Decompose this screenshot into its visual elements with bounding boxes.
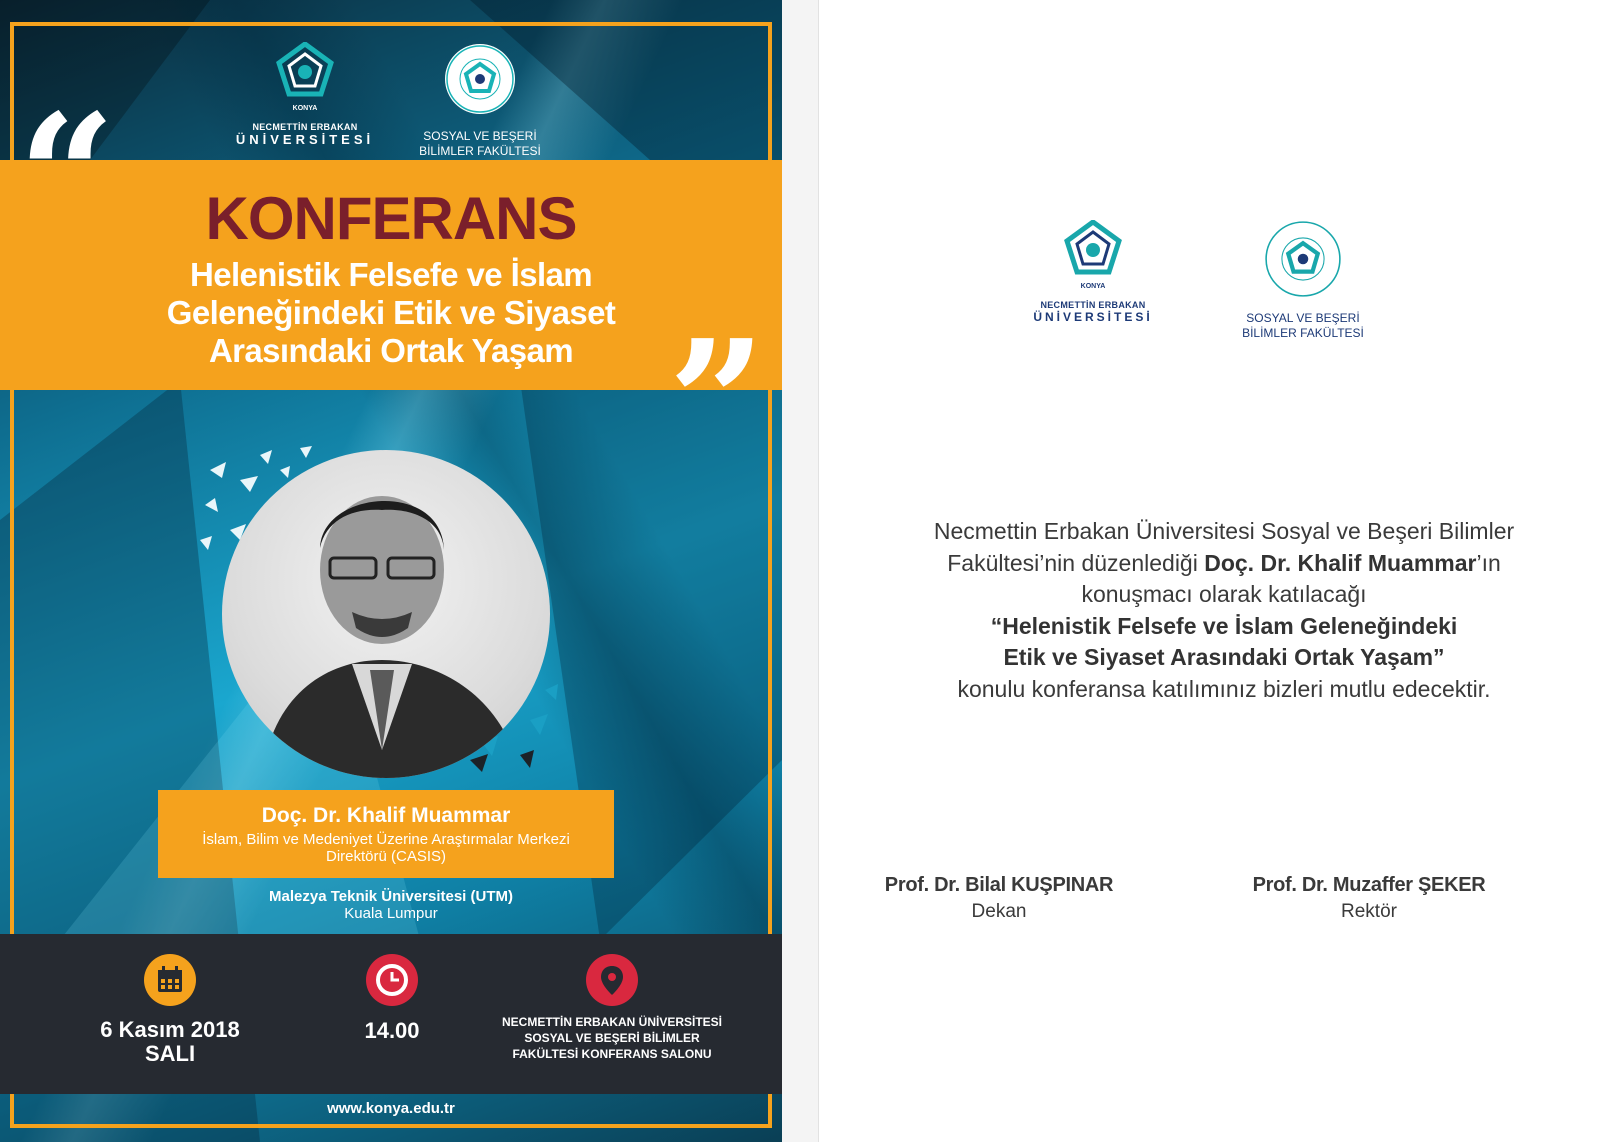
faculty-name-line2: BİLİMLER FAKÜLTESİ <box>419 144 541 158</box>
location-pin-icon <box>586 954 638 1006</box>
invitation-line: konuşmacı olarak katılacağı <box>1081 581 1367 607</box>
invitation-title: “Helenistik Felsefe ve İslam Geleneğindeki <box>990 612 1458 639</box>
university-name-line1: NECMETTİN ERBAKAN <box>1040 300 1146 310</box>
conference-poster <box>0 0 782 1142</box>
close-quote-mark: ” <box>668 303 766 503</box>
invitation-text-part: ’ın <box>1476 549 1501 576</box>
affiliation-city: Kuala Lumpur <box>344 905 438 922</box>
conference-heading: KONFERANS <box>205 185 577 252</box>
university-logo <box>1023 220 1163 324</box>
conference-title <box>0 256 782 370</box>
card-logos <box>819 220 1600 340</box>
event-time <box>322 954 462 1044</box>
signatory-title: Dekan <box>971 901 1027 922</box>
invitation-line <box>859 548 1589 580</box>
speaker-affiliation <box>0 888 782 922</box>
faculty-name-line1: SOSYAL VE BEŞERİ <box>1246 311 1360 325</box>
university-seal-icon <box>1264 220 1342 298</box>
speaker-role-line: Direktörü (CASIS) <box>325 848 447 865</box>
faculty-name-line2: BİLİMLER FAKÜLTESİ <box>1242 326 1364 340</box>
university-name-line2: ÜNİVERSİTESİ <box>1033 310 1153 324</box>
invitation-line: Necmettin Erbakan Üniversitesi Sosyal ve Beşeri Bilimler <box>933 518 1515 544</box>
time-text: 14.00 <box>364 1018 420 1043</box>
invitation-title-line <box>859 642 1589 674</box>
clock-icon <box>366 954 418 1006</box>
event-date <box>90 954 250 1066</box>
event-place <box>492 954 732 1062</box>
signatory-name: Prof. Dr. Muzaffer ŞEKER <box>1252 874 1486 896</box>
title-line: Arasındaki Ortak Yaşam <box>208 332 574 369</box>
signatory-title: Rektör <box>1341 901 1397 922</box>
university-name-line2: ÜNİVERSİTESİ <box>235 132 375 147</box>
speaker-box <box>158 790 614 878</box>
speaker-photo <box>222 450 550 778</box>
speaker-role-line: İslam, Bilim ve Medeniyet Üzerine Araştırmalar Merkezi <box>202 831 570 848</box>
university-emblem-icon <box>1063 220 1123 278</box>
affiliation-university: Malezya Teknik Üniversitesi (UTM) <box>269 888 513 905</box>
date-text: 6 Kasım 2018 <box>100 1017 240 1042</box>
invitation-line: konulu konferansa katılımınız bizleri mutlu edecektir. <box>957 675 1491 702</box>
signature-rector <box>1249 874 1489 923</box>
place-text <box>492 1014 732 1062</box>
title-line: Geleneğindeki Etik ve Siyaset <box>166 294 616 331</box>
invitation-title: Etik ve Siyaset Arasındaki Ortak Yaşam” <box>1003 644 1445 670</box>
event-info-band <box>0 934 782 1094</box>
university-name-line1: NECMETTİN ERBAKAN <box>252 122 358 132</box>
speaker-name: Doç. Dr. Khalif Muammar <box>261 804 511 827</box>
title-line: Helenistik Felsefe ve İslam <box>189 256 593 293</box>
speaker-portrait-icon <box>222 450 550 778</box>
konya-label: KONYA <box>1080 283 1106 290</box>
website-url: www.konya.edu.tr <box>327 1100 455 1117</box>
konya-label: KONYA <box>292 105 318 112</box>
day-text: SALI <box>144 1041 196 1066</box>
place-line: SOSYAL VE BEŞERİ BİLİMLER <box>524 1031 700 1045</box>
place-line: FAKÜLTESİ KONFERANS SALONU <box>512 1047 712 1061</box>
place-line: NECMETTİN ERBAKAN ÜNİVERSİTESİ <box>501 1015 722 1029</box>
invitation-card <box>818 0 1600 1142</box>
invitation-speaker-name: Doç. Dr. Khalif Muammar <box>1204 549 1477 576</box>
invitation-title-line <box>859 611 1589 643</box>
signatory-name: Prof. Dr. Bilal KUŞPINAR <box>884 874 1114 896</box>
title-band <box>0 160 782 390</box>
signature-dean <box>879 874 1119 923</box>
speaker-role <box>158 831 614 865</box>
faculty-name-line1: SOSYAL VE BEŞERİ <box>423 129 537 143</box>
faculty-logo <box>1233 220 1373 341</box>
calendar-icon <box>144 954 196 1006</box>
invitation-text <box>859 516 1589 705</box>
invitation-text-part: Fakültesi’nin düzenlediği <box>947 549 1205 576</box>
open-quote-mark: “ <box>18 77 116 277</box>
